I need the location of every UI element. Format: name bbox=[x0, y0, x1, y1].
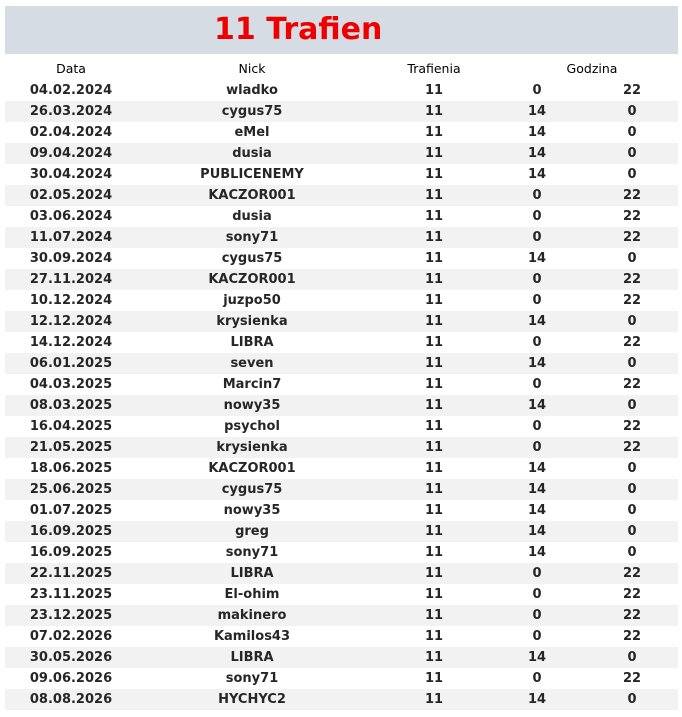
value-b-cell: 0 bbox=[627, 167, 637, 182]
date-cell: 23.12.2025 bbox=[29, 608, 113, 623]
value-a-cell: 14 bbox=[527, 692, 547, 707]
table-row bbox=[5, 164, 678, 185]
value-b-cell: 0 bbox=[627, 461, 637, 476]
table-row bbox=[5, 668, 678, 689]
nick-cell: dusia bbox=[232, 146, 272, 161]
hits-cell: 11 bbox=[424, 398, 444, 413]
date-cell: 12.12.2024 bbox=[29, 314, 113, 329]
value-a-cell: 14 bbox=[527, 398, 547, 413]
nick-cell: KACZOR001 bbox=[208, 461, 296, 476]
date-cell: 27.11.2024 bbox=[29, 272, 113, 287]
hits-cell: 11 bbox=[424, 167, 444, 182]
hits-cell: 11 bbox=[424, 251, 444, 266]
nick-cell: sony71 bbox=[225, 671, 279, 686]
value-a-cell: 0 bbox=[532, 566, 542, 581]
value-b-cell: 0 bbox=[627, 524, 637, 539]
value-b-cell: 22 bbox=[622, 377, 642, 392]
date-cell: 16.09.2025 bbox=[29, 524, 113, 539]
value-a-cell: 0 bbox=[532, 419, 542, 434]
hits-cell: 11 bbox=[424, 83, 444, 98]
nick-cell: sony71 bbox=[225, 545, 279, 560]
table-row bbox=[5, 605, 678, 626]
hits-cell: 11 bbox=[424, 230, 444, 245]
table-row bbox=[5, 101, 678, 122]
value-b-cell: 22 bbox=[622, 419, 642, 434]
hits-cell: 11 bbox=[424, 209, 444, 224]
nick-cell: KACZOR001 bbox=[208, 188, 296, 203]
date-cell: 10.12.2024 bbox=[29, 293, 113, 308]
value-a-cell: 0 bbox=[532, 188, 542, 203]
hits-cell: 11 bbox=[424, 314, 444, 329]
table-row bbox=[5, 290, 678, 311]
date-cell: 30.05.2026 bbox=[29, 650, 113, 665]
value-a-cell: 0 bbox=[532, 209, 542, 224]
hits-cell: 11 bbox=[424, 188, 444, 203]
date-cell: 09.04.2024 bbox=[29, 146, 113, 161]
value-a-cell: 14 bbox=[527, 251, 547, 266]
value-b-cell: 22 bbox=[622, 293, 642, 308]
value-b-cell: 22 bbox=[622, 272, 642, 287]
date-cell: 03.06.2024 bbox=[29, 209, 113, 224]
value-b-cell: 0 bbox=[627, 356, 637, 371]
value-a-cell: 14 bbox=[527, 314, 547, 329]
date-cell: 14.12.2024 bbox=[29, 335, 113, 350]
table-row bbox=[5, 521, 678, 542]
value-b-cell: 0 bbox=[627, 125, 637, 140]
table-row bbox=[5, 479, 678, 500]
hits-cell: 11 bbox=[424, 629, 444, 644]
nick-cell: LIBRA bbox=[230, 650, 274, 665]
column-header-nick: Nick bbox=[238, 61, 266, 76]
table-row bbox=[5, 206, 678, 227]
hits-cell: 11 bbox=[424, 503, 444, 518]
table-row bbox=[5, 80, 678, 101]
hits-cell: 11 bbox=[424, 125, 444, 140]
value-a-cell: 14 bbox=[527, 461, 547, 476]
table-row bbox=[5, 458, 678, 479]
hits-cell: 11 bbox=[424, 293, 444, 308]
value-a-cell: 14 bbox=[527, 125, 547, 140]
date-cell: 16.09.2025 bbox=[29, 545, 113, 560]
table-row bbox=[5, 395, 678, 416]
value-a-cell: 14 bbox=[527, 167, 547, 182]
value-a-cell: 0 bbox=[532, 671, 542, 686]
nick-cell: LIBRA bbox=[230, 335, 274, 350]
results-table bbox=[5, 80, 678, 710]
date-cell: 21.05.2025 bbox=[29, 440, 113, 455]
table-row bbox=[5, 122, 678, 143]
value-b-cell: 22 bbox=[622, 608, 642, 623]
hits-cell: 11 bbox=[424, 104, 444, 119]
date-cell: 26.03.2024 bbox=[29, 104, 113, 119]
hits-cell: 11 bbox=[424, 482, 444, 497]
date-cell: 11.07.2024 bbox=[29, 230, 113, 245]
table-row bbox=[5, 416, 678, 437]
nick-cell: sony71 bbox=[225, 230, 279, 245]
date-cell: 02.05.2024 bbox=[29, 188, 113, 203]
date-cell: 04.03.2025 bbox=[29, 377, 113, 392]
title-bar bbox=[5, 6, 678, 54]
table-row bbox=[5, 248, 678, 269]
value-a-cell: 0 bbox=[532, 440, 542, 455]
nick-cell: makinero bbox=[217, 608, 287, 623]
date-cell: 30.04.2024 bbox=[29, 167, 113, 182]
hits-cell: 11 bbox=[424, 566, 444, 581]
date-cell: 02.04.2024 bbox=[29, 125, 113, 140]
nick-cell: greg bbox=[235, 524, 269, 539]
value-b-cell: 0 bbox=[627, 398, 637, 413]
value-a-cell: 0 bbox=[532, 629, 542, 644]
date-cell: 30.09.2024 bbox=[29, 251, 113, 266]
table-row bbox=[5, 374, 678, 395]
table-header bbox=[5, 58, 678, 79]
table-row bbox=[5, 689, 678, 710]
value-b-cell: 0 bbox=[627, 314, 637, 329]
value-b-cell: 0 bbox=[627, 692, 637, 707]
hits-cell: 11 bbox=[424, 440, 444, 455]
nick-cell: wladko bbox=[226, 83, 278, 98]
hits-cell: 11 bbox=[424, 272, 444, 287]
nick-cell: El-ohim bbox=[224, 587, 280, 602]
date-cell: 23.11.2025 bbox=[29, 587, 113, 602]
value-b-cell: 22 bbox=[622, 587, 642, 602]
nick-cell: PUBLICENEMY bbox=[200, 167, 304, 182]
value-b-cell: 22 bbox=[622, 188, 642, 203]
table-row bbox=[5, 353, 678, 374]
hits-cell: 11 bbox=[424, 692, 444, 707]
nick-cell: seven bbox=[230, 356, 274, 371]
page-title: 11 Trafien bbox=[214, 12, 383, 47]
value-a-cell: 14 bbox=[527, 482, 547, 497]
value-a-cell: 14 bbox=[527, 146, 547, 161]
value-a-cell: 14 bbox=[527, 524, 547, 539]
value-b-cell: 0 bbox=[627, 251, 637, 266]
nick-cell: nowy35 bbox=[223, 503, 281, 518]
table-row bbox=[5, 500, 678, 521]
date-cell: 01.07.2025 bbox=[29, 503, 113, 518]
date-cell: 08.08.2026 bbox=[29, 692, 113, 707]
value-a-cell: 0 bbox=[532, 83, 542, 98]
date-cell: 09.06.2026 bbox=[29, 671, 113, 686]
table-row bbox=[5, 269, 678, 290]
value-a-cell: 0 bbox=[532, 587, 542, 602]
hits-cell: 11 bbox=[424, 545, 444, 560]
value-a-cell: 14 bbox=[527, 104, 547, 119]
nick-cell: KACZOR001 bbox=[208, 272, 296, 287]
table-row bbox=[5, 143, 678, 164]
value-b-cell: 22 bbox=[622, 335, 642, 350]
nick-cell: cygus75 bbox=[221, 251, 283, 266]
value-b-cell: 22 bbox=[622, 230, 642, 245]
value-b-cell: 0 bbox=[627, 482, 637, 497]
hits-cell: 11 bbox=[424, 461, 444, 476]
value-b-cell: 22 bbox=[622, 83, 642, 98]
value-b-cell: 0 bbox=[627, 104, 637, 119]
nick-cell: krysienka bbox=[216, 440, 288, 455]
nick-cell: eMel bbox=[234, 125, 270, 140]
value-a-cell: 0 bbox=[532, 377, 542, 392]
value-a-cell: 14 bbox=[527, 650, 547, 665]
hits-cell: 11 bbox=[424, 419, 444, 434]
value-b-cell: 0 bbox=[627, 146, 637, 161]
table-row bbox=[5, 185, 678, 206]
table-row bbox=[5, 227, 678, 248]
date-cell: 08.03.2025 bbox=[29, 398, 113, 413]
table-row bbox=[5, 584, 678, 605]
value-b-cell: 22 bbox=[622, 440, 642, 455]
nick-cell: cygus75 bbox=[221, 104, 283, 119]
value-b-cell: 22 bbox=[622, 209, 642, 224]
value-b-cell: 22 bbox=[622, 629, 642, 644]
date-cell: 25.06.2025 bbox=[29, 482, 113, 497]
value-b-cell: 0 bbox=[627, 545, 637, 560]
nick-cell: cygus75 bbox=[221, 482, 283, 497]
value-b-cell: 0 bbox=[627, 650, 637, 665]
date-cell: 04.02.2024 bbox=[29, 83, 113, 98]
table-row bbox=[5, 626, 678, 647]
hits-cell: 11 bbox=[424, 356, 444, 371]
table-row bbox=[5, 647, 678, 668]
date-cell: 07.02.2026 bbox=[29, 629, 113, 644]
nick-cell: psychol bbox=[224, 419, 280, 434]
table-row bbox=[5, 332, 678, 353]
table-row bbox=[5, 563, 678, 584]
value-b-cell: 22 bbox=[622, 671, 642, 686]
hits-cell: 11 bbox=[424, 587, 444, 602]
hits-cell: 11 bbox=[424, 650, 444, 665]
value-a-cell: 0 bbox=[532, 608, 542, 623]
value-a-cell: 14 bbox=[527, 356, 547, 371]
nick-cell: Marcin7 bbox=[222, 377, 282, 392]
nick-cell: dusia bbox=[232, 209, 272, 224]
table-row bbox=[5, 542, 678, 563]
value-a-cell: 14 bbox=[527, 503, 547, 518]
hits-cell: 11 bbox=[424, 524, 444, 539]
nick-cell: HYCHYC2 bbox=[218, 692, 286, 707]
table-row bbox=[5, 437, 678, 458]
value-a-cell: 0 bbox=[532, 230, 542, 245]
value-a-cell: 0 bbox=[532, 272, 542, 287]
date-cell: 22.11.2025 bbox=[29, 566, 113, 581]
hits-cell: 11 bbox=[424, 608, 444, 623]
hits-cell: 11 bbox=[424, 377, 444, 392]
column-header-data: Data bbox=[56, 61, 86, 76]
column-header-trafienia: Trafienia bbox=[407, 61, 461, 76]
hits-cell: 11 bbox=[424, 335, 444, 350]
table-row bbox=[5, 311, 678, 332]
nick-cell: Kamilos43 bbox=[213, 629, 291, 644]
value-a-cell: 0 bbox=[532, 293, 542, 308]
hits-cell: 11 bbox=[424, 146, 444, 161]
nick-cell: krysienka bbox=[216, 314, 288, 329]
column-header-godzina: Godzina bbox=[566, 61, 618, 76]
value-b-cell: 0 bbox=[627, 503, 637, 518]
value-b-cell: 22 bbox=[622, 566, 642, 581]
date-cell: 06.01.2025 bbox=[29, 356, 113, 371]
nick-cell: nowy35 bbox=[223, 398, 281, 413]
date-cell: 16.04.2025 bbox=[29, 419, 113, 434]
value-a-cell: 0 bbox=[532, 335, 542, 350]
nick-cell: juzpo50 bbox=[223, 293, 281, 308]
date-cell: 18.06.2025 bbox=[29, 461, 113, 476]
value-a-cell: 14 bbox=[527, 545, 547, 560]
hits-cell: 11 bbox=[424, 671, 444, 686]
nick-cell: LIBRA bbox=[230, 566, 274, 581]
